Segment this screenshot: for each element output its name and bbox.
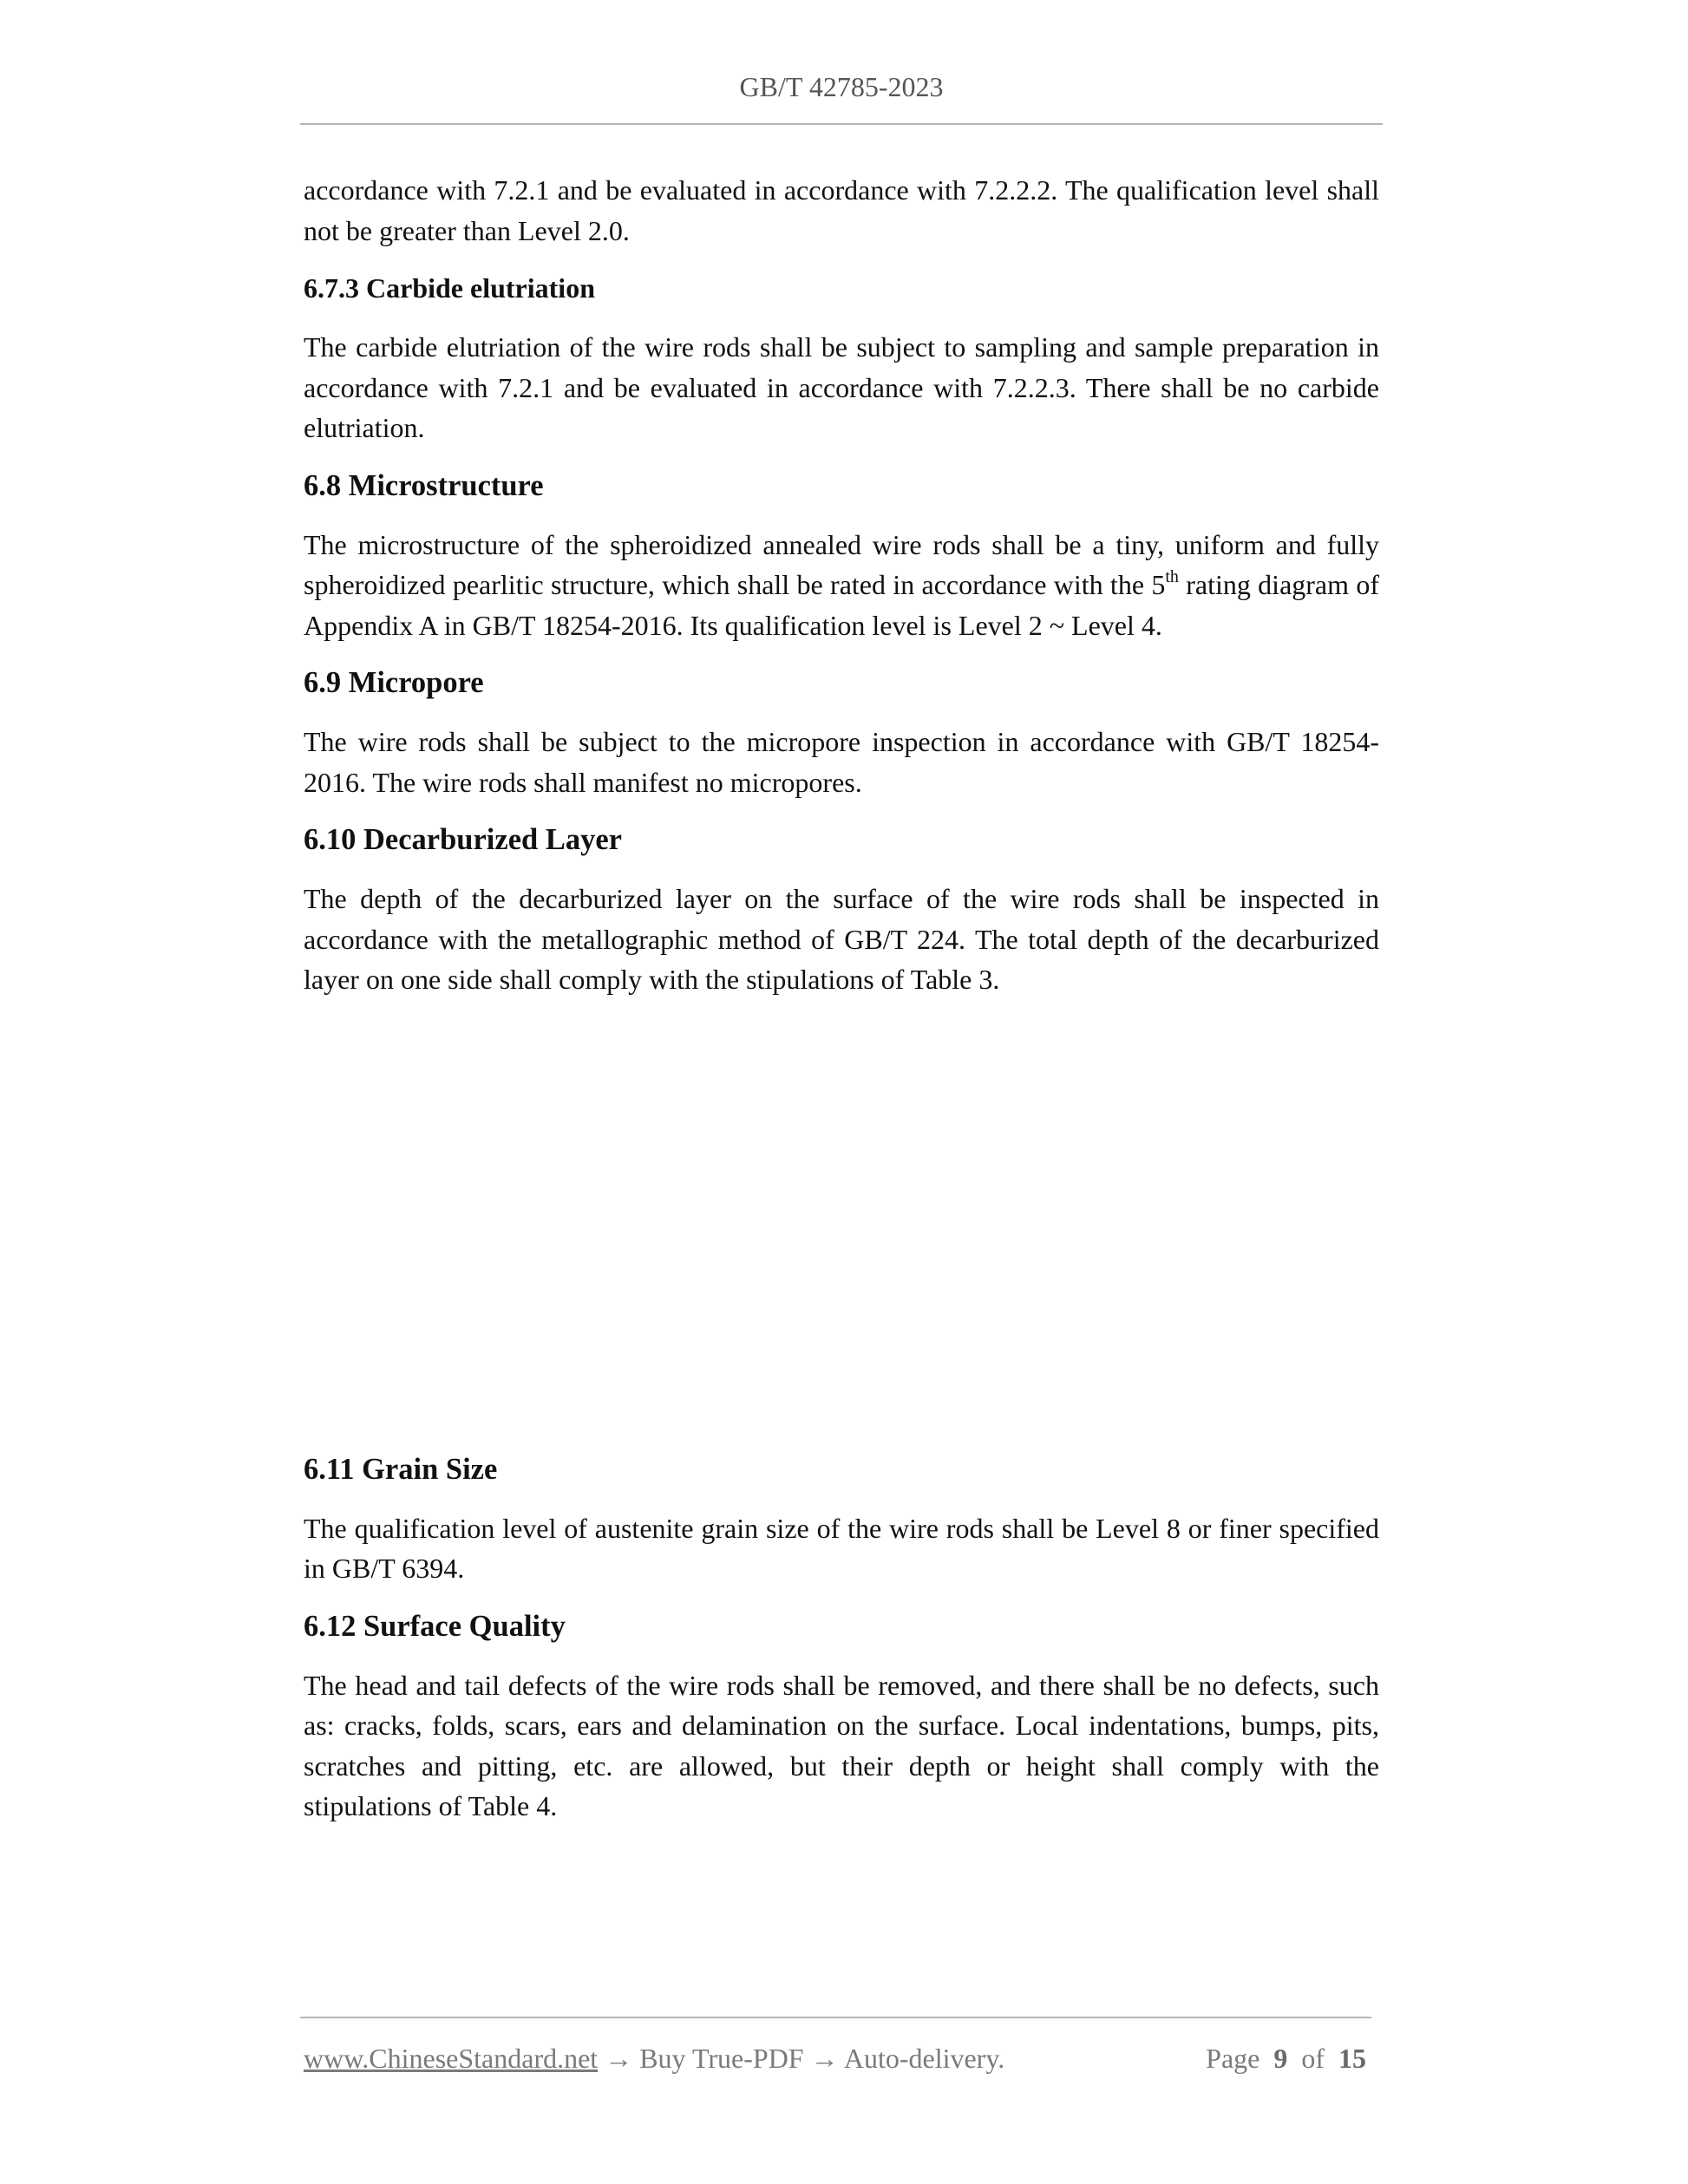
document-body [304, 170, 1379, 1827]
paragraph-6-8-part-a: The microstructure of the spheroidized annealed wire rods shall be a tiny, uniform and fully spheroidized pearlitic structure, which shall be rated in accordance with the 5 [304, 528, 1379, 600]
current-page: 9 [1273, 2043, 1288, 2074]
paragraph-6-8-part-b: rating diagram of Appendix A in GB/T 18254-2016. Its qualification level is Level 2 ~ Level 4. [304, 569, 1380, 641]
paragraph-6-11: The qualification level of austenite grain size of the wire rods shall be Level 8 or finer specified in GB/T 6394. [304, 1512, 1379, 1584]
paragraph-6-12: The head and tail defects of the wire rods shall be removed, and there shall be no defects, such as: cracks, folds, scars, ears and delamination on the surface. Local indentations, bumps, pits, scratches and pitting, etc. are allowed, but their depth or height shall comply with the stipulations of Table 4. [304, 1669, 1379, 1821]
heading-6-9: 6.9 Micropore [304, 666, 484, 699]
heading-6-12: 6.12 Surface Quality [304, 1609, 566, 1643]
page-number [1206, 2040, 1366, 2076]
paragraph-6-9: The wire rods shall be subject to the micropore inspection in accordance with GB/T 18254-2016. The wire rods shall manifest no micropores. [304, 726, 1379, 798]
paragraph-6-8 [304, 525, 1379, 646]
heading-6-10: 6.10 Decarburized Layer [304, 823, 622, 856]
page-label: Page [1206, 2043, 1260, 2074]
heading-6-8: 6.8 Microstructure [304, 468, 544, 502]
header-divider [300, 123, 1383, 125]
heading-6-7-3: 6.7.3 Carbide elutriation [304, 272, 595, 304]
ordinal-superscript: th [1165, 567, 1179, 586]
footer-promo [304, 2040, 1004, 2076]
total-pages: 15 [1338, 2043, 1366, 2074]
footer-divider [300, 2017, 1371, 2018]
page-header [300, 69, 1383, 104]
arrow-right-icon: → [810, 2043, 839, 2074]
document-code: GB/T 42785-2023 [739, 71, 944, 102]
heading-6-11: 6.11 Grain Size [304, 1452, 498, 1486]
website-link[interactable]: www.ChineseStandard.net [304, 2043, 599, 2074]
continued-paragraph: accordance with 7.2.1 and be evaluated in accordance with 7.2.2.2. The qualification level shall not be greater than Level 2.0. [304, 174, 1379, 246]
page-footer [304, 2040, 1371, 2076]
paragraph-6-10: The depth of the decarburized layer on the surface of the wire rods shall be inspected in accordance with the metallographic method of GB/T 224. The total depth of the decarburized layer on one side shall comply with the stipulations of Table 3. [304, 883, 1379, 995]
of-label: of [1301, 2043, 1325, 2074]
paragraph-6-7-3: The carbide elutriation of the wire rods shall be subject to sampling and sample preparation in accordance with 7.2.1 and be evaluated in accordance with 7.2.2.3. There shall be no carbide elutriation. [304, 331, 1379, 443]
arrow-right-icon: → [605, 2043, 633, 2074]
auto-delivery-text: Auto-delivery. [843, 2043, 1005, 2074]
buy-pdf-text: Buy True-PDF [639, 2043, 804, 2074]
